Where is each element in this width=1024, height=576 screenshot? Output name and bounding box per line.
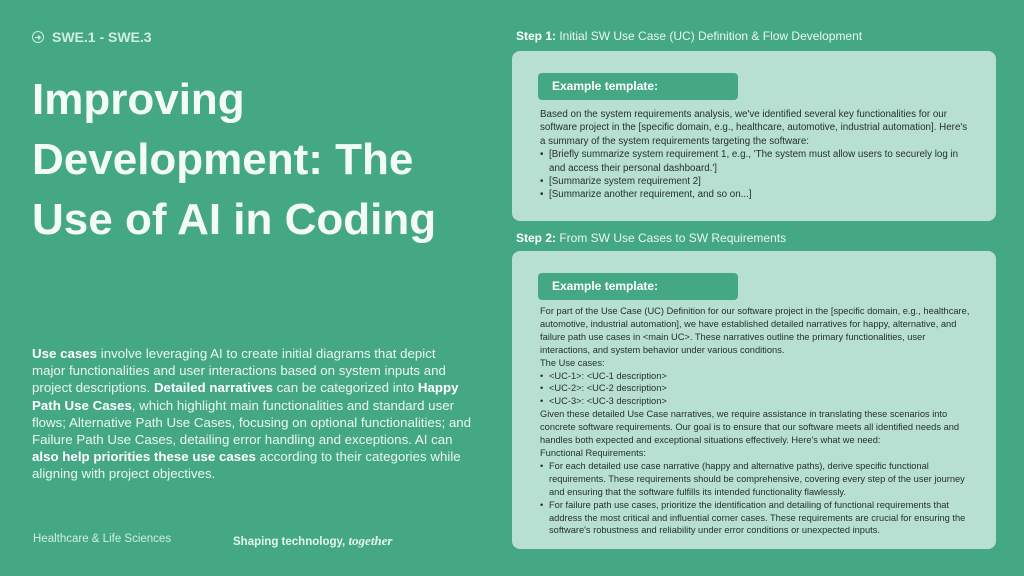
slogan-italic: together <box>348 533 393 548</box>
description-bold: Detailed narratives <box>153 380 273 396</box>
description-bold: also help priorities these use cases <box>32 449 256 465</box>
step2-label: Step 2: <box>516 231 557 245</box>
step2-title: From SW Use Cases to SW Requirements <box>556 231 787 245</box>
step1-intro: Based on the system requirements analysis, we've identified several key functionalities for our software project in the [specific domain, e.g., healthcare, automotive, industrial automation]. Here's a summary of the system requirements targeting the software: <box>540 109 968 147</box>
step2-badge: Example template: <box>538 273 738 300</box>
list-item: • <UC-1>: <UC-1 description> <box>540 370 972 383</box>
list-item: • [Briefly summarize system requirement 1, e.g., 'The system must allow users to securely log in and access their personal dashboard.'] <box>540 148 972 175</box>
slogan-text: Shaping technology, <box>233 536 349 548</box>
description-bold: Happy Path Use Cases <box>32 380 459 413</box>
list-item: • [Summarize system requirement 2] <box>540 175 972 188</box>
description-text: , which highlight main functionalities and standard user flows; Alternative Path Use Cases, focusing on optional functionalities; and Failure Path Use Cases, detailing error handling and exceptions. AI can <box>32 397 472 448</box>
section-tag <box>32 29 152 45</box>
list-item: • <UC-3>: <UC-3 description> <box>540 395 972 408</box>
list-item: • [Summarize another requirement, and so on...] <box>540 188 972 201</box>
step1-label: Step 1: <box>516 29 557 43</box>
step2-panel <box>512 251 996 549</box>
page-title: Improving Development: The Use of AI in Coding <box>32 75 437 244</box>
step2-intro: For part of the Use Case (UC) Definition for our software project in the [specific domain, e.g., healthcare, automotive, industrial automation], we have established detailed narratives for happy, alternative, and failure path use cases in <main UC>. These narratives outline the primary functionalities, user interactions, and system behavior under various conditions. <box>540 306 970 355</box>
list-item: • For failure path use cases, prioritize the identification and detailing of functional requirements that address the most critical and influential corner cases. These requirements are crucial for ensuring the software's robustness and reliability under error conditions or unexpected inputs. <box>540 499 972 538</box>
step1-text <box>538 108 972 202</box>
description-text: according to their categories while aligning with project objectives. <box>32 449 461 482</box>
list-item: • For each detailed use case narrative (happy and alternative paths), derive specific functional requirements. These requirements should be comprehensive, covering every step of the user journey and ensuring that the software fulfills its intended functionality flawlessly. <box>540 460 972 499</box>
list-item: • <UC-2>: <UC-2 description> <box>540 382 972 395</box>
step1-panel <box>512 51 996 221</box>
footer-org: Healthcare & Life Sciences <box>33 533 172 545</box>
description-bold: Use cases <box>32 346 98 361</box>
step2-middle: Given these detailed Use Case narratives, we require assistance in translating these scenarios into concrete software requirements. Our goal is to ensure that our software meets all identified needs and handles both expected and exceptional situations effectively. Here's what we need: <box>540 409 960 446</box>
step2-text <box>538 305 972 537</box>
arrow-circle-icon: ➜ <box>32 31 44 43</box>
description <box>32 345 472 483</box>
fr-heading: Functional Requirements: <box>540 447 646 458</box>
step1-title: Initial SW Use Case (UC) Definition & Flow Development <box>556 29 863 43</box>
section-tag-label: SWE.1 - SWE.3 <box>52 29 152 45</box>
step1-heading <box>516 29 862 43</box>
uc-heading: The Use cases: <box>540 357 605 368</box>
step1-badge: Example template: <box>538 73 738 100</box>
description-text: can be categorized into <box>272 380 418 396</box>
description-text: involve leveraging AI to create initial diagrams that depict major functionalities and user interactions based on system inputs and project descriptions. <box>32 346 446 396</box>
footer-slogan <box>233 533 393 549</box>
step2-heading <box>516 231 786 245</box>
